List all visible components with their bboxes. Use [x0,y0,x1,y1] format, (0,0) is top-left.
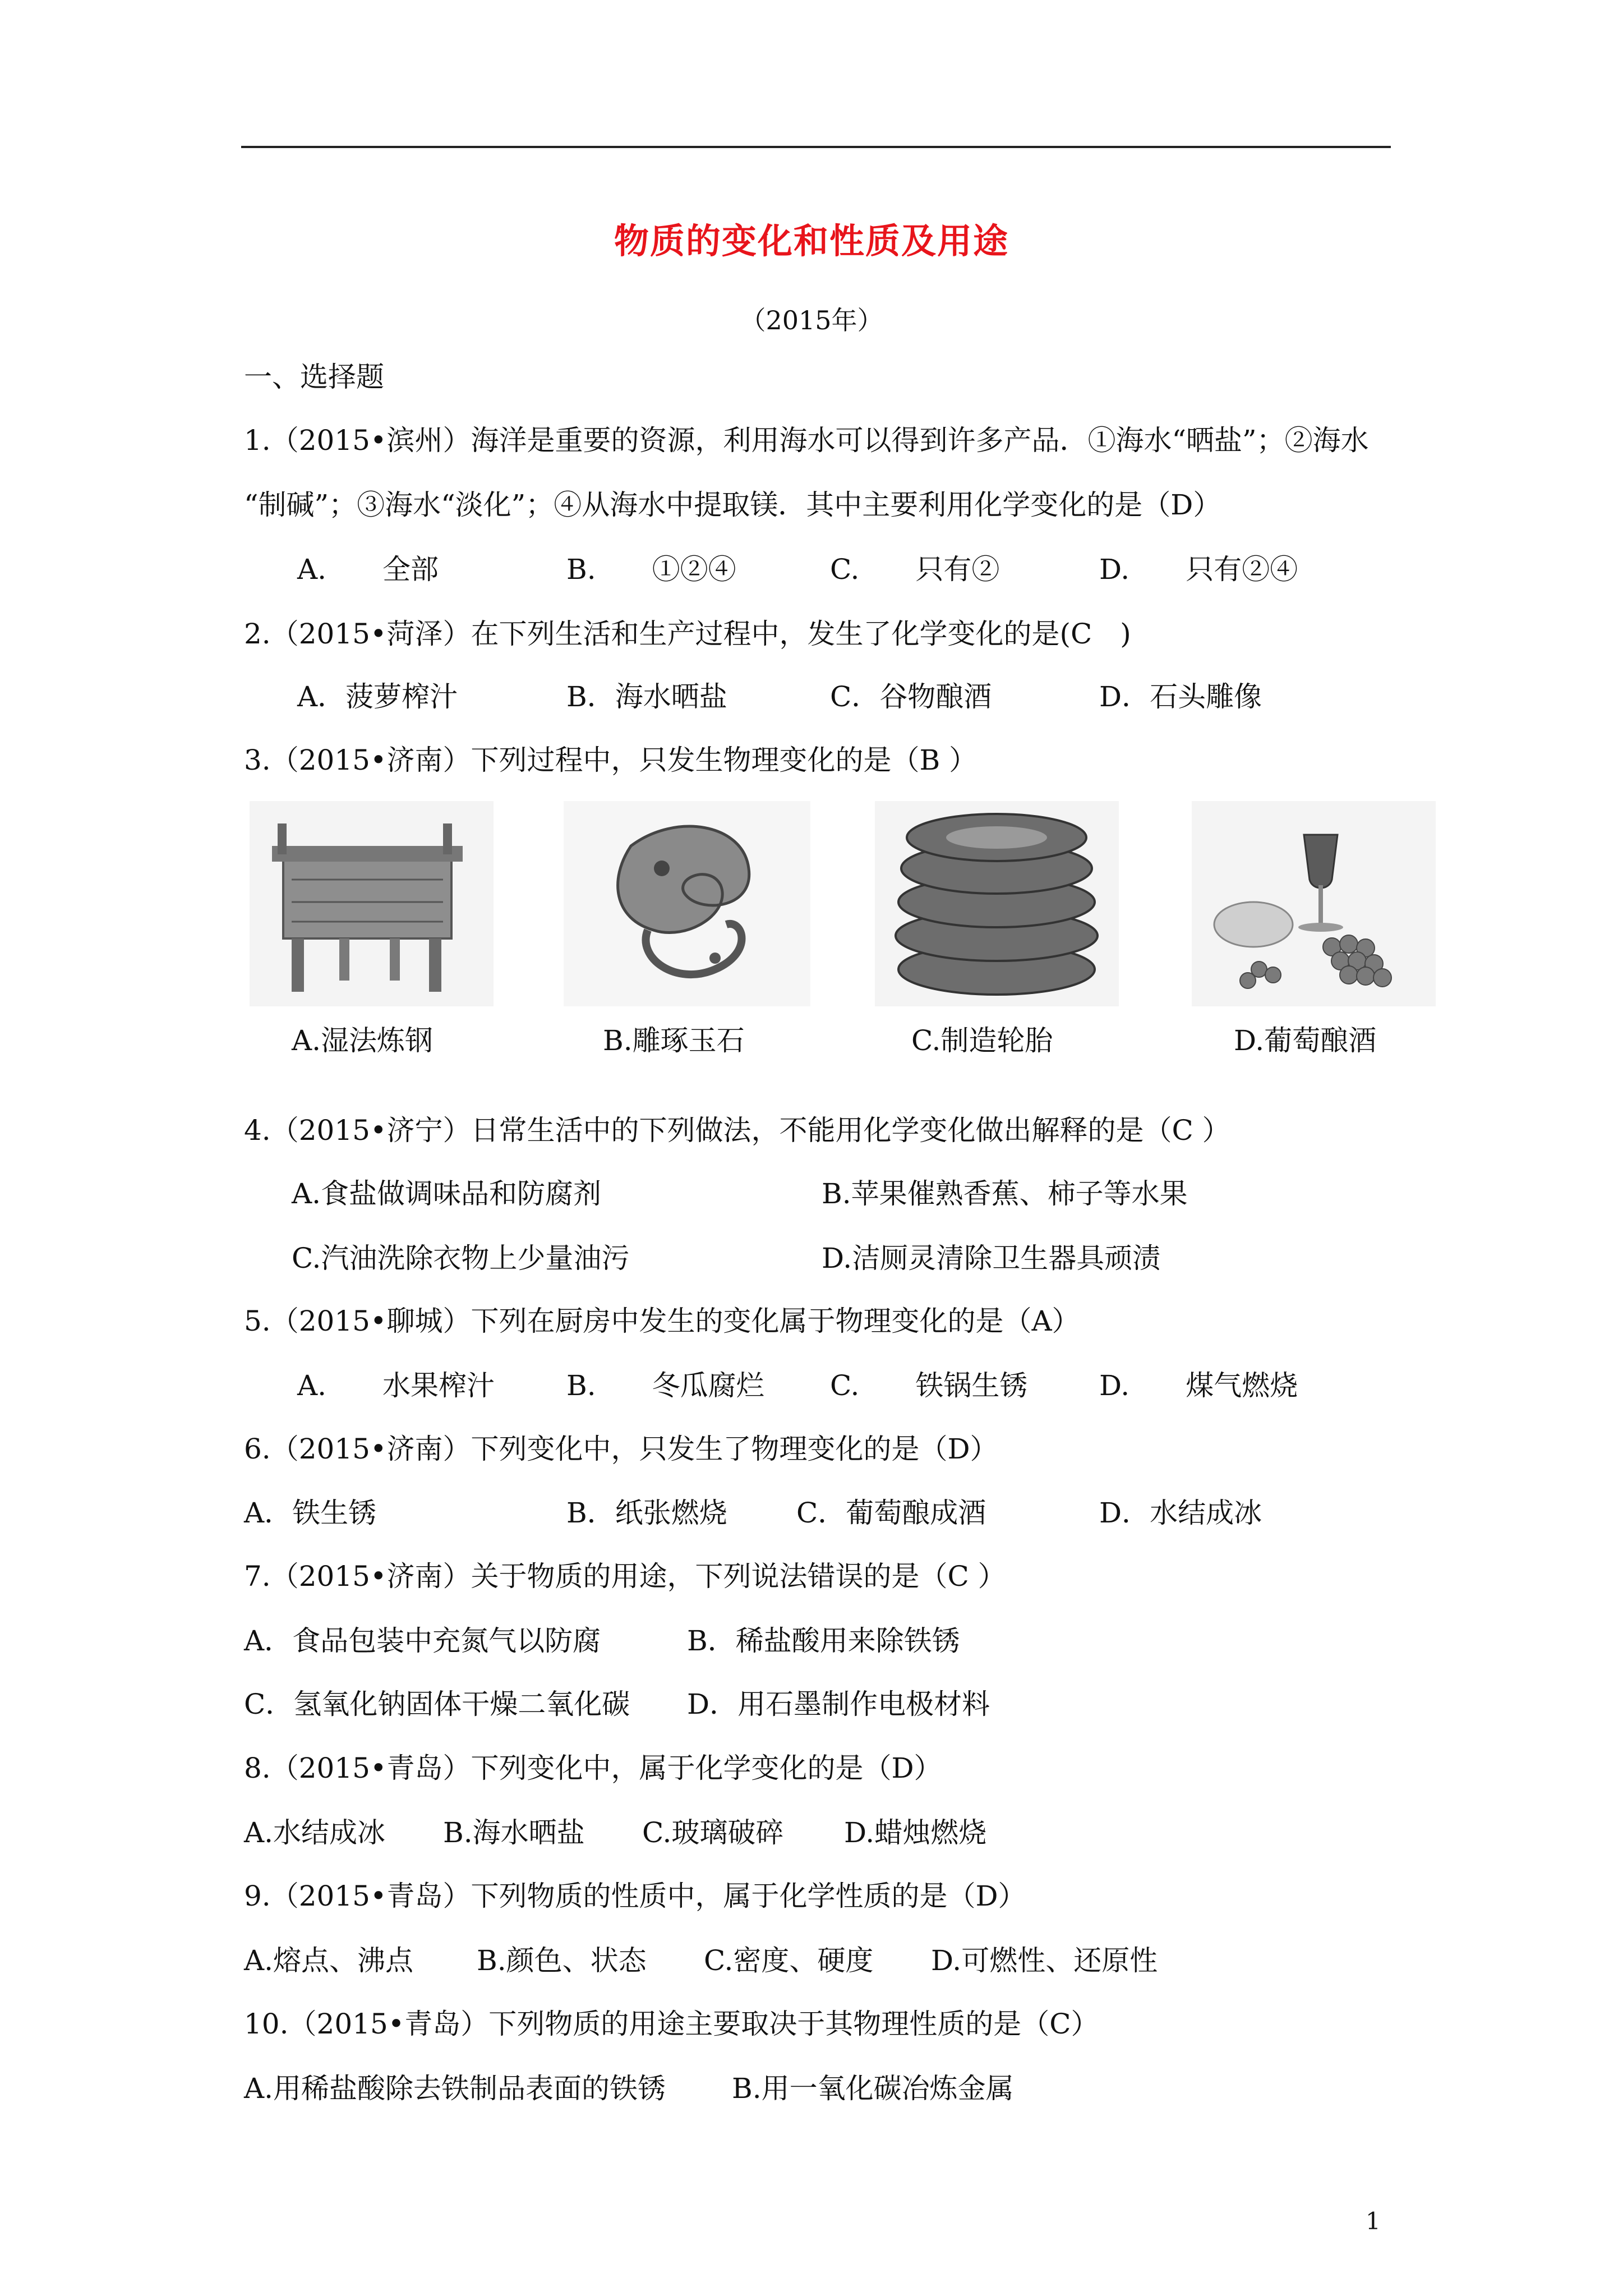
tire-stack-image [875,801,1119,1006]
q3-option-a: A.湿法炼钢 [292,1024,434,1057]
grape-wine-image [1192,801,1436,1006]
q4-stem: 4.（2015•济宁）日常生活中的下列做法，不能用化学变化做出解释的是（C ） [244,1114,1230,1147]
q9-option-c: C.密度、硬度 [704,1944,874,1977]
q4-option-d: D.洁厕灵清除卫生器具顽渍 [822,1242,1161,1274]
q5-stem: 5.（2015•聊城）下列在厨房中发生的变化属于物理变化的是（A） [244,1305,1080,1337]
q6-stem: 6.（2015•济南）下列变化中，只发生了物理变化的是（D） [244,1433,998,1465]
q8-option-a: A.水结成冰 [244,1816,386,1849]
q10-option-b: B.用一氧化碳冶炼金属 [732,2072,1014,2105]
q1-option-d: D. 只有②④ [1099,553,1298,586]
q6-option-b: B．纸张燃烧 [566,1497,727,1529]
q2-option-c: C．谷物酿酒 [830,680,992,713]
q1-option-b: B. ①②④ [566,553,736,586]
document-title: 物质的变化和性质及用途 [614,220,1009,261]
q2-option-a: A．菠萝榨汁 [297,680,458,713]
q10-option-a: A.用稀盐酸除去铁制品表面的铁锈 [244,2072,666,2105]
q9-stem: 9.（2015•青岛）下列物质的性质中，属于化学性质的是（D） [244,1880,1026,1912]
page-number: 1 [1366,2207,1381,2235]
section-heading: 一、选择题 [244,361,384,393]
q5-option-c: C. 铁锅生锈 [830,1369,1028,1402]
jade-carving-image [564,801,810,1006]
q7-option-c: C．氢氧化钠固体干燥二氧化碳 [244,1688,630,1720]
q9-option-a: A.熔点、沸点 [244,1944,414,1977]
q8-option-c: C.玻璃破碎 [642,1816,784,1849]
q8-stem: 8.（2015•青岛）下列变化中，属于化学变化的是（D） [244,1752,942,1784]
q4-option-c: C.汽油洗除衣物上少量油污 [292,1242,630,1274]
q1-stem-line2: “制碱”；③海水“淡化”；④从海水中提取镁．其中主要利用化学变化的是（D） [244,489,1221,521]
q3-option-d: D.葡萄酿酒 [1234,1024,1377,1057]
q3-option-c: C.制造轮胎 [911,1024,1053,1057]
q2-option-d: D．石头雕像 [1099,680,1262,713]
q10-stem: 10.（2015•青岛）下列物质的用途主要取决于其物理性质的是（C） [244,2008,1099,2040]
document-year: （2015年） [740,305,883,335]
q7-option-d: D．用石墨制作电极材料 [687,1688,990,1720]
q2-option-b: B．海水晒盐 [566,680,727,713]
q5-option-b: B. 冬瓜腐烂 [566,1369,764,1402]
q3-option-b: B.雕琢玉石 [603,1024,745,1057]
q4-option-a: A.食盐做调味品和防腐剂 [292,1177,602,1210]
q6-option-c: C．葡萄酿成酒 [796,1497,986,1529]
q9-option-d: D.可燃性、还原性 [931,1944,1158,1977]
q2-stem: 2.（2015•菏泽）在下列生活和生产过程中，发生了化学变化的是(C ) [244,618,1131,650]
q3-stem: 3.（2015•济南）下列过程中，只发生物理变化的是（B ） [244,744,978,776]
q6-option-a: A．铁生锈 [244,1497,377,1529]
q5-option-a: A. 水果榨汁 [297,1369,495,1402]
q1-stem-line1: 1.（2015•滨州）海洋是重要的资源，利用海水可以得到许多产品．①海水“晒盐”；②海水 [244,424,1369,457]
q8-option-b: B.海水晒盐 [443,1816,585,1849]
header-rule [241,146,1391,148]
q1-option-c: C. 只有② [830,553,1000,586]
q5-option-d: D. 煤气燃烧 [1099,1369,1298,1402]
q6-option-d: D．水结成冰 [1099,1497,1262,1529]
q1-option-a: A. 全部 [297,553,439,586]
bronze-vessel-image [250,801,494,1006]
q7-option-a: A．食品包装中充氮气以防腐 [244,1625,601,1657]
q9-option-b: B.颜色、状态 [477,1944,647,1977]
q7-stem: 7.（2015•济南）关于物质的用途，下列说法错误的是（C ） [244,1560,1006,1593]
q8-option-d: D.蜡烛燃烧 [844,1816,987,1849]
q4-option-b: B.苹果催熟香蕉、柿子等水果 [822,1177,1188,1210]
q7-option-b: B．稀盐酸用来除铁锈 [687,1625,960,1657]
